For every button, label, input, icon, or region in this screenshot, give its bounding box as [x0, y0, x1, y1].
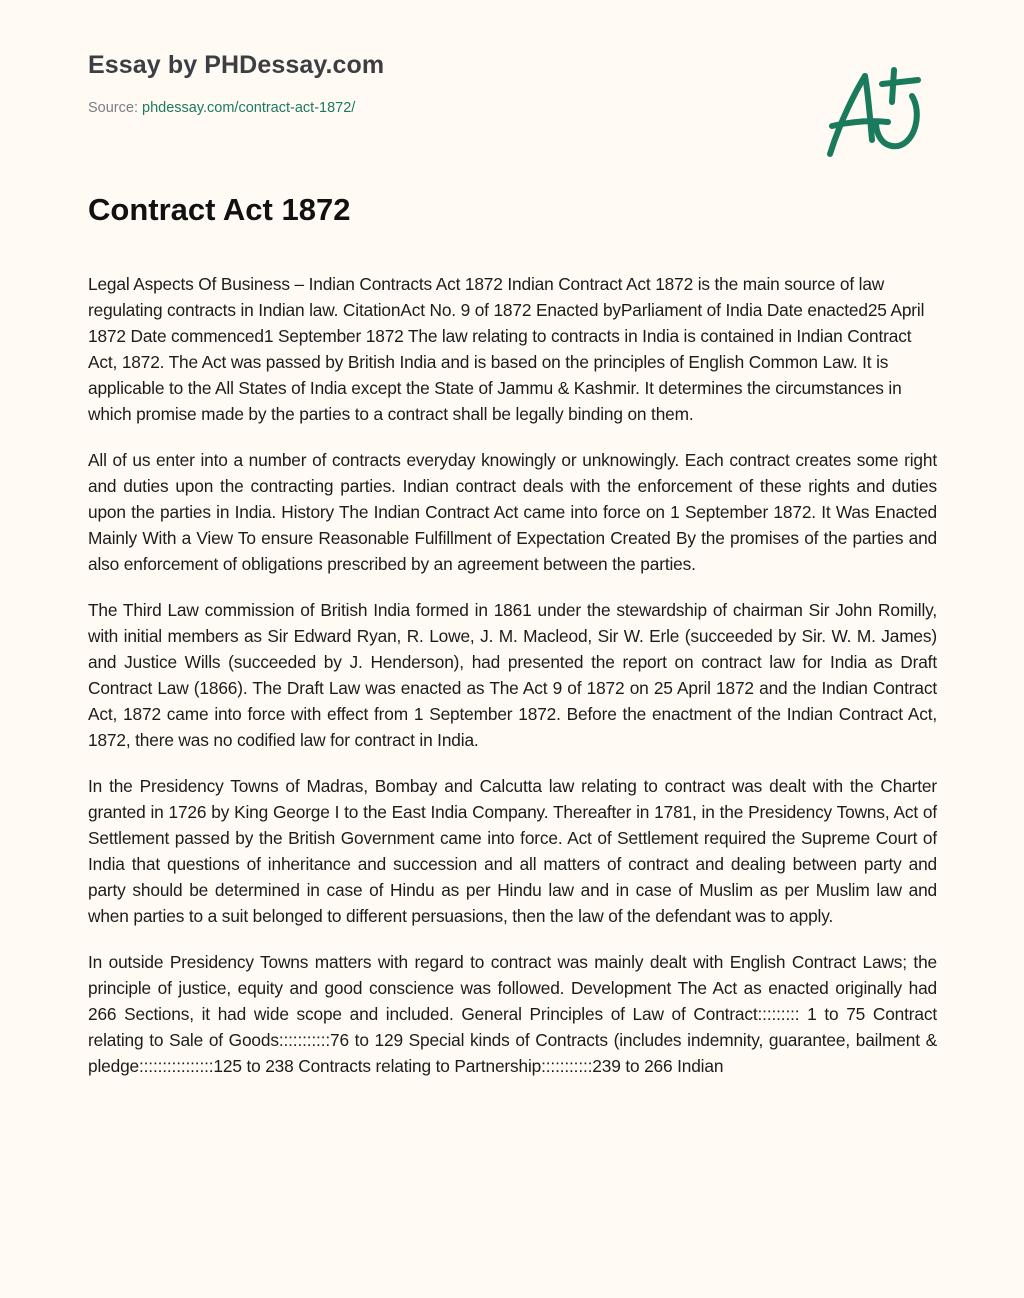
essay-paragraph: Legal Aspects Of Business – Indian Contracts Act 1872 Indian Contract Act 1872 is the main source of law regulating contracts in Indian law. CitationAct No. 9 of 1872 Enacted byParliament of India Date enacted25 April 1872 Date commenced1 September 1872 The law relating to contracts in India is contained in Indian Contract Act, 1872. The Act was passed by British India and is based on the principles of English Common Law. It is applicable to the All States of India except the State of Jammu & Kashmir. It determines the circumstances in which promise made by the parties to a contract shall be legally binding on them.: [88, 274, 925, 424]
essay-body: [88, 271, 937, 1251]
essay-paragraph: The Third Law commission of British India formed in 1861 under the stewardship of chairman Sir John Romilly, with initial members as Sir Edward Ryan, R. Lowe, J. M. Macleod, Sir W. Erle (succeeded by Sir. W. M. James) and Justice Wills (succeeded by J. Henderson), had presented the report on contract law for India as Draft Contract Law (1866). The Draft Law was enacted as The Act 9 of 1872 on 25 April 1872 and the Indian Contract Act, 1872 came into force with effect from 1 September 1872. Before the enactment of the Indian Contract Act, 1872, there was no codified law for contract in India.: [88, 600, 937, 750]
site-header: [88, 48, 688, 118]
essay-paragraph: In outside Presidency Towns matters with regard to contract was mainly dealt with English Contract Laws; the principle of justice, equity and good conscience was followed. Development The Act as enacted originally had 266 Sections, it had wide scope and included. General Principles of Law of Contract::::::::: 1 to 75 Contract relating to Sale of Goods:::::::::::76 to 129 Special kinds of Contracts (includes indemnity, guarantee, bailment & pledge::::::::::::::::125 to 238 Contracts relating to Partnership:::::::::::239 to 266 Indian: [88, 952, 937, 1076]
source-link[interactable]: phdessay.com/contract-act-1872/: [142, 100, 356, 116]
source-line: [88, 98, 688, 118]
site-title: Essay by PHDessay.com: [88, 51, 385, 79]
source-label: Source:: [88, 100, 142, 116]
a-plus-grade-icon: [820, 62, 930, 162]
essay-paragraph: In the Presidency Towns of Madras, Bombay and Calcutta law relating to contract was dealt with the Charter granted in 1726 by King George I to the East India Company. Thereafter in 1781, in the Presidency Towns, Act of Settlement passed by the British Government came into force. Act of Settlement required the Supreme Court of India that questions of inheritance and succession and all matters of contract and dealing between party and party should be determined in case of Hindu as per Hindu law and in case of Muslim as per Muslim law and when parties to a suit belonged to different persuasions, then the law of the defendant was to apply.: [88, 776, 937, 926]
essay-paragraph: All of us enter into a number of contracts everyday knowingly or unknowingly. Each contract creates some right and duties upon the contracting parties. Indian contract deals with the enforcement of these rights and duties upon the parties in India. History The Indian Contract Act came into force on 1 September 1872. It Was Enacted Mainly With a View To ensure Reasonable Fulfillment of Expectation Created By the promises of the parties and also enforcement of obligations prescribed by an agreement between the parties.: [88, 450, 937, 574]
page-title: Contract Act 1872: [88, 192, 351, 227]
